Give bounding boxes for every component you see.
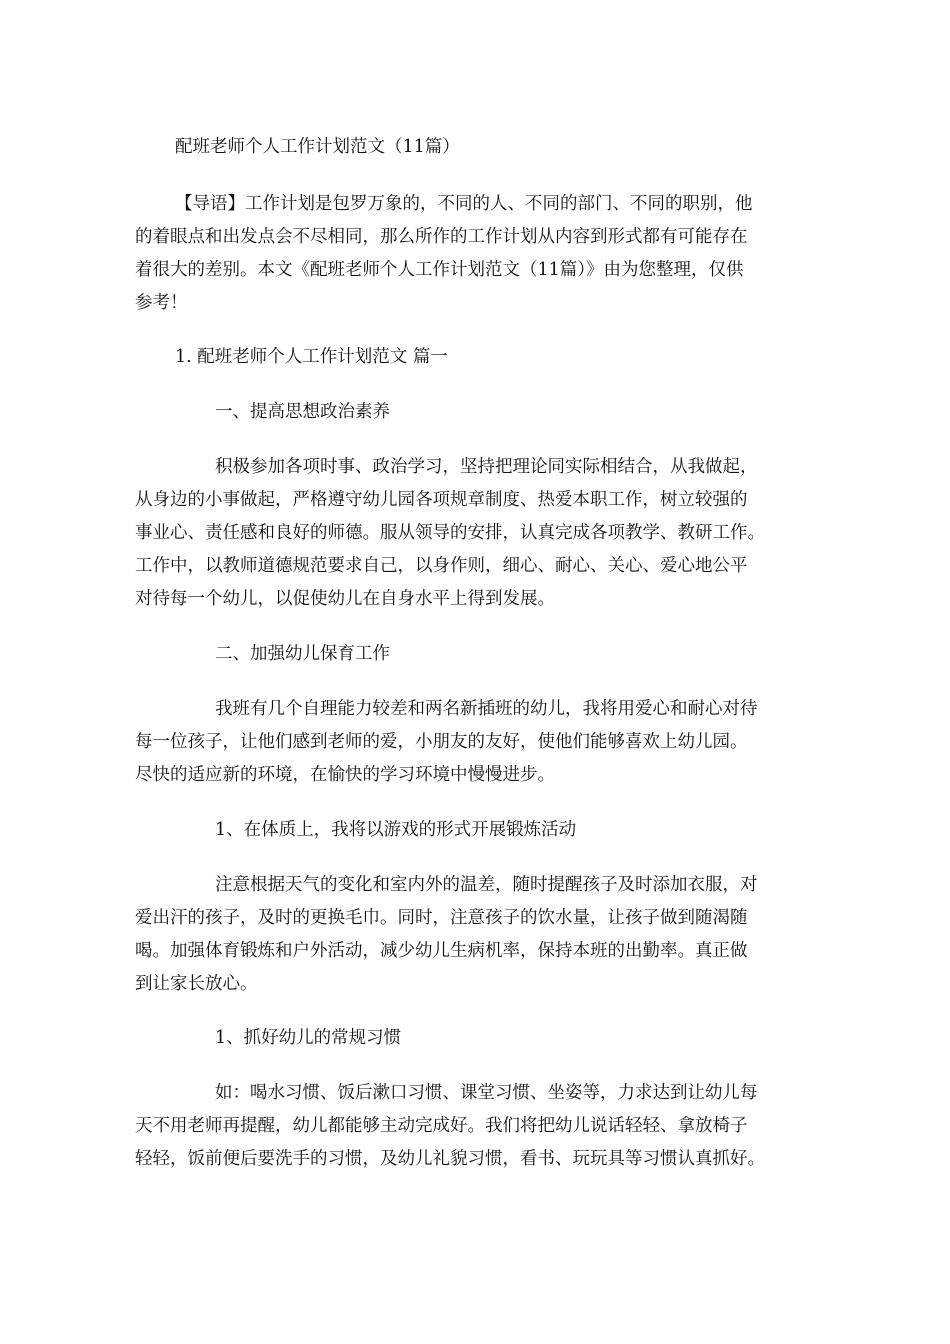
paragraph-line: 我班有几个自理能力较差和两名新插班的幼儿，我将用爱心和耐心对待: [215, 699, 758, 719]
paragraph-line: 从身边的小事做起，严格遵守幼儿园各项规章制度、热爱本职工作，树立较强的: [135, 490, 748, 510]
article-heading: 1. 配班老师个人工作计划范文 篇一: [175, 347, 448, 367]
paragraph-line: 爱出汗的孩子，及时的更换毛巾。同时，注意孩子的饮水量，让孩子做到随渴随: [135, 908, 748, 928]
paragraph-line: 喝。加强体育锻炼和户外活动，减少幼儿生病机率，保持本班的出勤率。真正做: [135, 941, 748, 961]
intro-line: 着很大的差别。本文《配班老师个人工作计划范文（11篇）》由为您整理，仅供: [135, 260, 744, 280]
section-heading: 二、加强幼儿保育工作: [215, 644, 390, 664]
paragraph-line: 尽快的适应新的环境，在愉快的学习环境中慢慢进步。: [135, 765, 555, 785]
section-heading: 一、提高思想政治素养: [215, 402, 390, 422]
intro-line: 参考！: [135, 293, 188, 313]
paragraph-line: 注意根据天气的变化和室内外的温差，随时提醒孩子及时添加衣服，对: [215, 875, 758, 895]
intro-line: 的着眼点和出发点会不尽相同，那么所作的工作计划从内容到形式都有可能存在: [135, 227, 748, 247]
document-title: 配班老师个人工作计划范文（11篇）: [175, 137, 460, 157]
paragraph-line: 对待每一个幼儿，以促使幼儿在自身水平上得到发展。: [135, 589, 555, 609]
paragraph-line: 如：喝水习惯、饭后漱口习惯、课堂习惯、坐姿等，力求达到让幼儿每: [215, 1083, 758, 1103]
paragraph-line: 天不用老师再提醒，幼儿都能够主动完成好。我们将把幼儿说话轻轻、拿放椅子: [135, 1116, 748, 1136]
paragraph-line: 每一位孩子，让他们感到老师的爱，小朋友的友好，使他们能够喜欢上幼儿园。: [135, 732, 748, 752]
subsection-heading: 1、在体质上，我将以游戏的形式开展锻炼活动: [215, 820, 577, 840]
paragraph-line: 工作中，以教师道德规范要求自己，以身作则，细心、耐心、关心、爱心地公平: [135, 556, 748, 576]
paragraph-line: 轻轻，饭前便后要洗手的习惯，及幼儿礼貌习惯，看书、玩玩具等习惯认真抓好。: [135, 1149, 765, 1169]
paragraph-line: 积极参加各项时事、政治学习，坚持把理论同实际相结合，从我做起，: [215, 457, 758, 477]
intro-line: 【导语】工作计划是包罗万象的，不同的人、不同的部门、不同的职别，他: [175, 194, 753, 214]
subsection-heading: 1、抓好幼儿的常规习惯: [215, 1028, 402, 1048]
paragraph-line: 到让家长放心。: [135, 974, 258, 994]
paragraph-line: 事业心、责任感和良好的师德。服从领导的安排，认真完成各项教学、教研工作。: [135, 523, 765, 543]
